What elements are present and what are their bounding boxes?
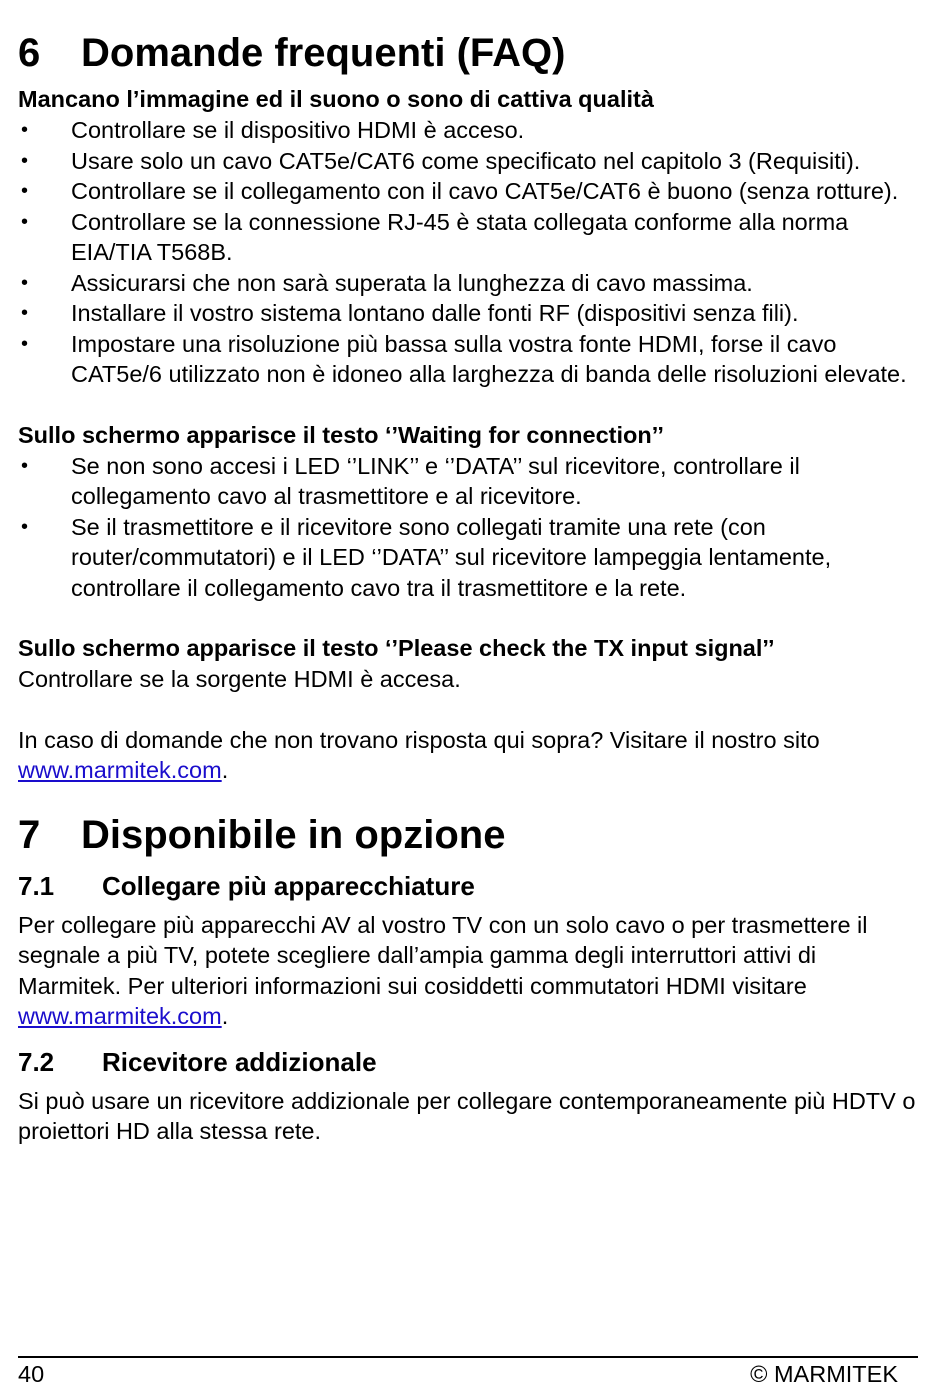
list-item [18,329,918,390]
faq-1-list [18,115,918,390]
page-number: 40 [18,1361,45,1387]
marmitek-link[interactable]: www.marmitek.com [18,757,222,783]
section-7-1-end: . [221,1003,229,1029]
bullet-icon: • [21,210,29,233]
list-item-text: Usare solo un cavo CAT5e/CAT6 come specificato nel capitolo 3 (Requisiti). [71,147,861,174]
faq-3-text: Controllare se la sorgente HDMI è accesa. [18,666,461,692]
list-item-text: Controllare se il dispositivo HDMI è acceso. [71,117,525,143]
list-item-text: Controllare se il collegamento con il cavo CAT5e/CAT6 è buono (senza rotture). [71,178,899,204]
section-7-2-number: 7.2 [18,1046,55,1077]
section-7-2-title: Ricevitore addizionale [102,1046,377,1077]
section-7-1-heading [18,870,918,902]
section-7-title: Disponibile in opzione [81,812,506,857]
bullet-icon: • [21,515,29,538]
list-item-text: Installare il vostro sistema lontano dalle fonti RF (dispositivi senza fili). [71,300,799,326]
closing-paragraph [18,725,918,786]
section-7-number: 7 [18,812,41,857]
list-item [18,268,918,299]
list-item [18,176,918,207]
bullet-icon: • [21,180,29,202]
section-7-2-heading [18,1046,918,1078]
copyright-notice: © MARMITEK [750,1361,898,1387]
document-page [18,0,918,1147]
section-7-1-number: 7.1 [18,870,55,901]
section-7-heading [18,812,918,858]
section-7-1-body: Per collegare più apparecchi AV al vostro TV con un solo cavo o per trasmettere il segnale a più TV, potete scegliere dall’ampia gamma degli interruttori attivi di Marmitek. Per ulteriori informazioni sui cosiddetti commutatori HDMI visitare [18,911,868,999]
list-item-text: Impostare una risoluzione più bassa sulla vostra fonte HDMI, forse il cavo CAT5e/6 utilizzato non è idoneo alla larghezza di banda delle risoluzioni elevate. [71,330,907,387]
bullet-icon: • [21,302,29,324]
footer-divider [18,1356,918,1358]
list-item [18,451,918,512]
list-item [18,207,918,268]
bullet-icon: • [21,149,29,172]
section-6-title: Domande frequenti (FAQ) [81,31,566,75]
bullet-icon: • [21,119,29,141]
bullet-icon: • [21,332,29,355]
section-7-1-text [18,910,918,1032]
faq-3-heading: Sullo schermo apparisce il testo ‘’Please check the TX input signal’’ [18,635,775,661]
section-6-heading [18,30,918,76]
closing-text: In caso di domande che non trovano risposta qui sopra? Visitare il nostro sito [18,726,820,753]
list-item-text: Assicurarsi che non sarà superata la lunghezza di cavo massima. [71,269,753,296]
bullet-icon: • [21,454,29,477]
faq-2-list [18,451,918,604]
list-item-text: Se il trasmettitore e il ricevitore sono collegati tramite una rete (con router/commutatori) e il LED ‘’DATA’’ sul ricevitore lampeggia lentamente, controllare il collegamento cavo tra il trasmettitore e la rete. [71,513,832,601]
bullet-icon: • [21,271,29,294]
list-item-text: Controllare se la connessione RJ-45 è stata collegata conforme alla norma EIA/TIA T568B. [71,208,849,265]
section-7-1-title: Collegare più apparecchiature [102,870,475,901]
section-6-number: 6 [18,31,41,75]
list-item [18,115,918,146]
list-item [18,146,918,177]
faq-1-heading: Mancano l’immagine ed il suono o sono di cattiva qualità [18,86,654,112]
list-item [18,512,918,604]
page-footer [18,1360,898,1388]
faq-2-heading: Sullo schermo apparisce il testo ‘’Waiting for connection’’ [18,421,664,448]
marmitek-link[interactable]: www.marmitek.com [18,1003,222,1029]
list-item-text: Se non sono accesi i LED ‘’LINK’’ e ‘’DATA’’ sul ricevitore, controllare il collegamento cavo al trasmettitore e al ricevitore. [71,452,800,509]
closing-end: . [221,757,229,783]
section-7-2-text: Si può usare un ricevitore addizionale per collegare contemporaneamente più HDTV o proiettori HD alla stessa rete. [18,1087,916,1144]
list-item [18,298,918,329]
